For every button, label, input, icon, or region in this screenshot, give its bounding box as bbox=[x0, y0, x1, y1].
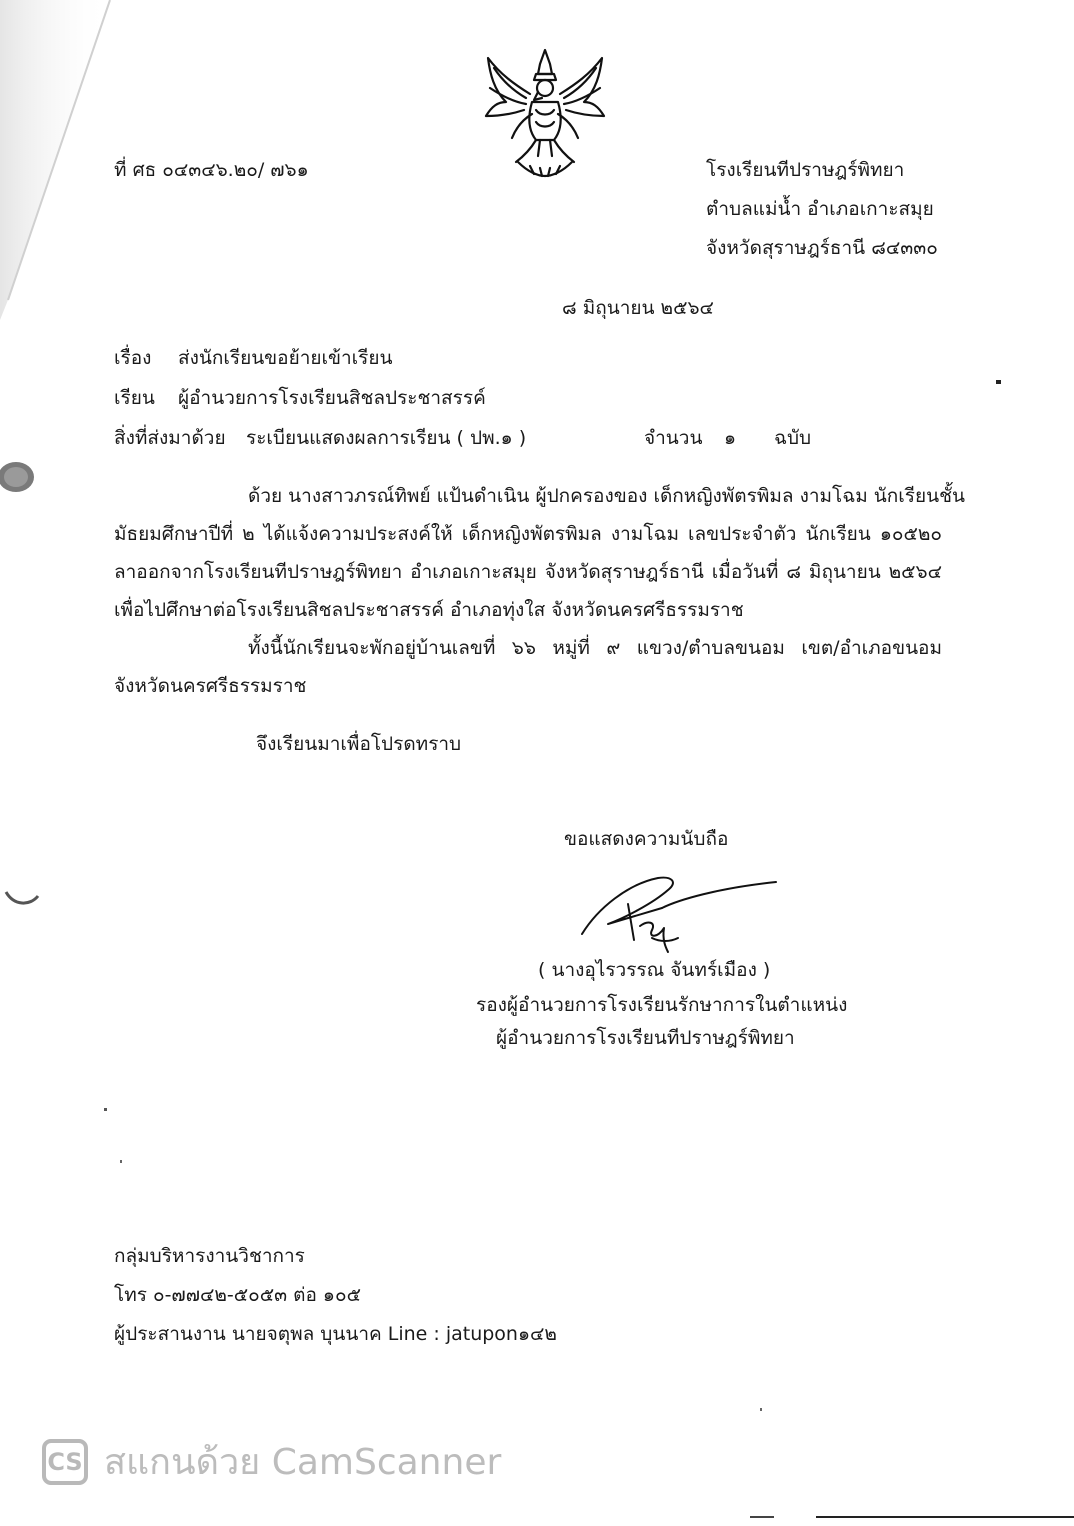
closing-salutation: ขอแสดงความนับถือ bbox=[564, 828, 729, 850]
scan-fold-shadow bbox=[0, 0, 120, 320]
document-number: ที่ ศธ ๐๔๓๔๖.๒๐/ ๗๖๑ bbox=[114, 159, 309, 181]
subject-text: ส่งนักเรียนขอย้ายเข้าเรียน bbox=[178, 347, 393, 369]
footer-phone: โทร ๐-๗๗๔๒-๕๐๕๓ ต่อ ๑๐๕ bbox=[114, 1284, 361, 1306]
scan-speck bbox=[996, 380, 1001, 384]
document-date: ๘ มิถุนายน ๒๕๖๔ bbox=[562, 297, 714, 319]
school-name: โรงเรียนทีปราษฎร์พิทยา bbox=[706, 159, 905, 181]
scan-hole-mark bbox=[4, 888, 40, 908]
enclosure-qty-unit: ฉบับ bbox=[774, 427, 812, 449]
scan-hole-mark bbox=[0, 460, 38, 494]
body-paragraph1-line4: เพื่อไปศึกษาต่อโรงเรียนสิชลประชาสรรค์ อำเภอทุ่งใส จังหวัดนครศรีธรรมราช bbox=[114, 599, 744, 621]
camscanner-watermark: สแกนด้วย CamScanner bbox=[104, 1442, 502, 1483]
body-paragraph1-line3: ลาออกจากโรงเรียนทีปราษฎร์พิทยา อำเภอเกาะสมุย จังหวัดสุราษฎร์ธานี เมื่อวันที่ ๘ มิถุนายน ๒๕๖๔ bbox=[114, 561, 942, 583]
recipient-text: ผู้อำนวยการโรงเรียนสิชลประชาสรรค์ bbox=[178, 387, 486, 409]
school-address-line2: จังหวัดสุราษฎร์ธานี ๘๔๓๓๐ bbox=[706, 237, 938, 259]
scan-speck bbox=[104, 1108, 107, 1111]
body-paragraph1-line2: มัธยมศึกษาปีที่ ๒ ได้แจ้งความประสงค์ให้ เด็กหญิงพัตรพิมล งามโฉม เลขประจำตัว นักเรียน ๑๐๕๒๐ bbox=[114, 523, 942, 545]
garuda-emblem-icon bbox=[478, 44, 612, 180]
enclosure-qty-value: ๑ bbox=[724, 427, 737, 449]
camscanner-logo-icon bbox=[42, 1439, 88, 1485]
signatory-name: ( นางอุไรวรรณ จันทร์เมือง ) bbox=[538, 959, 771, 981]
signatory-title-line1: รองผู้อำนวยการโรงเรียนรักษาการในตำแหน่ง bbox=[476, 994, 848, 1016]
recipient-label: เรียน bbox=[114, 387, 155, 409]
body-paragraph1-line1: ด้วย นางสาวภรณ์ทิพย์ แป้นดำเนิน ผู้ปกครองของ เด็กหญิงพัตรพิมล งามโฉม นักเรียนชั้น bbox=[248, 485, 965, 507]
school-address-line1: ตำบลแม่น้ำ อำเภอเกาะสมุย bbox=[706, 198, 934, 220]
handwritten-signature bbox=[578, 868, 788, 958]
enclosure-label: สิ่งที่ส่งมาด้วย bbox=[114, 427, 226, 449]
scan-speck bbox=[120, 1160, 122, 1163]
body-paragraph2-line2: จังหวัดนครศรีธรรมราช bbox=[114, 675, 307, 697]
subject-label: เรื่อง bbox=[114, 347, 152, 369]
enclosure-text: ระเบียนแสดงผลการเรียน ( ปพ.๑ ) bbox=[246, 427, 527, 449]
signatory-title-line2: ผู้อำนวยการโรงเรียนทีปราษฎร์พิทยา bbox=[496, 1027, 795, 1049]
footer-coordinator: ผู้ประสานงาน นายจตุพล บุนนาค Line : jatupon๑๔๒ bbox=[114, 1323, 557, 1345]
enclosure-qty-label: จำนวน bbox=[644, 427, 703, 449]
closing-request: จึงเรียนมาเพื่อโปรดทราบ bbox=[256, 733, 462, 755]
footer-department: กลุ่มบริหารงานวิชาการ bbox=[114, 1245, 305, 1267]
page-edge-mark bbox=[750, 1516, 774, 1518]
body-paragraph2-line1: ทั้งนี้นักเรียนจะพักอยู่บ้านเลขที่ ๖๖ หมู่ที่ ๙ แขวง/ตำบลขนอม เขต/อำเภอขนอม bbox=[248, 637, 942, 659]
camscanner-logo-text: CS bbox=[47, 1448, 83, 1476]
page-edge-line bbox=[816, 1516, 1074, 1518]
scan-speck bbox=[760, 1408, 762, 1411]
